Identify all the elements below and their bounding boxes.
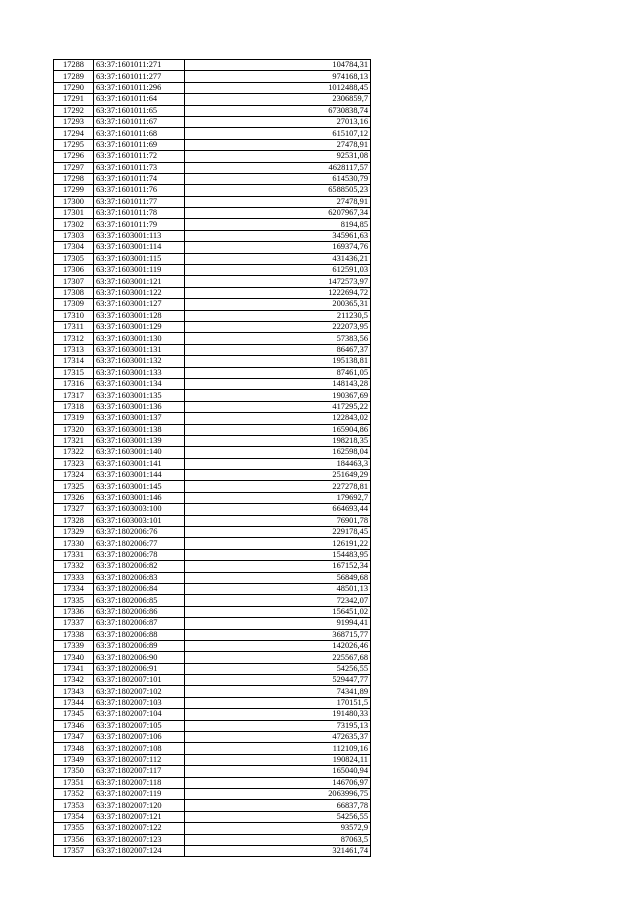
row-number-cell: 17322 (54, 447, 94, 458)
cadastral-number-cell: 63:37:1802007:118 (94, 777, 185, 788)
cadastral-value-cell: 1222694,72 (185, 287, 371, 298)
cadastral-value-cell: 27478,91 (185, 196, 371, 207)
row-number-cell: 17312 (54, 333, 94, 344)
row-number-cell: 17330 (54, 538, 94, 549)
cadastral-value-cell: 156451,02 (185, 606, 371, 617)
cadastral-number-cell: 63:37:1802007:119 (94, 789, 185, 800)
cadastral-number-cell: 63:37:1802006:85 (94, 595, 185, 606)
cadastral-number-cell: 63:37:1603001:134 (94, 378, 185, 389)
table-row (54, 481, 371, 492)
cadastral-value-cell: 146706,97 (185, 777, 371, 788)
cadastral-number-cell: 63:37:1802006:91 (94, 663, 185, 674)
cadastral-value-cell: 431436,21 (185, 253, 371, 264)
table-row (54, 527, 371, 538)
cadastral-number-cell: 63:37:1601011:79 (94, 219, 185, 230)
cadastral-value-cell: 148143,28 (185, 378, 371, 389)
cadastral-number-cell: 63:37:1601011:78 (94, 208, 185, 219)
table-row (54, 60, 371, 71)
cadastral-value-cell: 86467,37 (185, 344, 371, 355)
cadastral-value-cell: 190367,69 (185, 390, 371, 401)
row-number-cell: 17299 (54, 185, 94, 196)
data-sheet (53, 59, 371, 857)
cadastral-number-cell: 63:37:1802006:88 (94, 629, 185, 640)
cadastral-value-cell: 57383,56 (185, 333, 371, 344)
cadastral-value-cell: 66837,78 (185, 800, 371, 811)
table-row (54, 492, 371, 503)
cadastral-value-cell: 76901,78 (185, 515, 371, 526)
row-number-cell: 17349 (54, 754, 94, 765)
row-number-cell: 17335 (54, 595, 94, 606)
row-number-cell: 17350 (54, 766, 94, 777)
row-number-cell: 17311 (54, 321, 94, 332)
table-row (54, 618, 371, 629)
table-row (54, 823, 371, 834)
table-row (54, 287, 371, 298)
cadastral-number-cell: 63:37:1603001:135 (94, 390, 185, 401)
table-row (54, 754, 371, 765)
row-number-cell: 17332 (54, 561, 94, 572)
row-number-cell: 17307 (54, 276, 94, 287)
table-row (54, 162, 371, 173)
table-row (54, 105, 371, 116)
cadastral-value-cell: 27478,91 (185, 139, 371, 150)
table-row (54, 82, 371, 93)
table-row (54, 470, 371, 481)
table-row (54, 378, 371, 389)
cadastral-number-cell: 63:37:1802006:86 (94, 606, 185, 617)
cadastral-number-cell: 63:37:1603001:145 (94, 481, 185, 492)
cadastral-number-cell: 63:37:1603001:136 (94, 401, 185, 412)
cadastral-number-cell: 63:37:1603001:141 (94, 458, 185, 469)
row-number-cell: 17320 (54, 424, 94, 435)
table-row (54, 173, 371, 184)
row-number-cell: 17296 (54, 151, 94, 162)
row-number-cell: 17302 (54, 219, 94, 230)
cadastral-value-cell: 227278,81 (185, 481, 371, 492)
row-number-cell: 17336 (54, 606, 94, 617)
table-row (54, 447, 371, 458)
cadastral-value-cell: 2063996,75 (185, 789, 371, 800)
row-number-cell: 17329 (54, 527, 94, 538)
table-row (54, 743, 371, 754)
table-row (54, 834, 371, 845)
table-row (54, 845, 371, 856)
table-row (54, 208, 371, 219)
table-row (54, 276, 371, 287)
row-number-cell: 17306 (54, 265, 94, 276)
row-number-cell: 17357 (54, 845, 94, 856)
row-number-cell: 17348 (54, 743, 94, 754)
table-row (54, 595, 371, 606)
table-row (54, 777, 371, 788)
table-row (54, 675, 371, 686)
cadastral-number-cell: 63:37:1603001:119 (94, 265, 185, 276)
cadastral-number-cell: 63:37:1802007:105 (94, 720, 185, 731)
cadastral-number-cell: 63:37:1802006:82 (94, 561, 185, 572)
cadastral-value-cell: 87461,05 (185, 367, 371, 378)
cadastral-number-cell: 63:37:1802007:104 (94, 709, 185, 720)
row-number-cell: 17304 (54, 242, 94, 253)
row-number-cell: 17300 (54, 196, 94, 207)
row-number-cell: 17355 (54, 823, 94, 834)
table-row (54, 401, 371, 412)
cadastral-number-cell: 63:37:1601011:76 (94, 185, 185, 196)
table-row (54, 766, 371, 777)
cadastral-number-cell: 63:37:1603001:113 (94, 230, 185, 241)
cadastral-number-cell: 63:37:1603001:115 (94, 253, 185, 264)
cadastral-number-cell: 63:37:1603001:121 (94, 276, 185, 287)
table-row (54, 242, 371, 253)
cadastral-value-cell: 179692,7 (185, 492, 371, 503)
cadastral-number-cell: 63:37:1802006:76 (94, 527, 185, 538)
table-row (54, 390, 371, 401)
cadastral-number-cell: 63:37:1802007:101 (94, 675, 185, 686)
table-row (54, 367, 371, 378)
table-row (54, 230, 371, 241)
cadastral-number-cell: 63:37:1802007:122 (94, 823, 185, 834)
cadastral-number-cell: 63:37:1601011:77 (94, 196, 185, 207)
row-number-cell: 17346 (54, 720, 94, 731)
cadastral-number-cell: 63:37:1603003:101 (94, 515, 185, 526)
cadastral-value-cell: 614530,79 (185, 173, 371, 184)
table-row (54, 811, 371, 822)
row-number-cell: 17318 (54, 401, 94, 412)
cadastral-value-cell: 167152,34 (185, 561, 371, 572)
table-row (54, 435, 371, 446)
row-number-cell: 17303 (54, 230, 94, 241)
table-row (54, 128, 371, 139)
row-number-cell: 17317 (54, 390, 94, 401)
table-row (54, 515, 371, 526)
cadastral-value-cell: 615107,12 (185, 128, 371, 139)
cadastral-number-cell: 63:37:1603001:129 (94, 321, 185, 332)
table-row (54, 709, 371, 720)
row-number-cell: 17305 (54, 253, 94, 264)
table-row (54, 583, 371, 594)
row-number-cell: 17344 (54, 697, 94, 708)
row-number-cell: 17288 (54, 60, 94, 71)
cadastral-value-cell: 122843,02 (185, 413, 371, 424)
row-number-cell: 17297 (54, 162, 94, 173)
cadastral-value-cell: 184463,3 (185, 458, 371, 469)
row-number-cell: 17308 (54, 287, 94, 298)
row-number-cell: 17347 (54, 732, 94, 743)
cadastral-number-cell: 63:37:1603001:131 (94, 344, 185, 355)
cadastral-number-cell: 63:37:1802007:123 (94, 834, 185, 845)
cadastral-value-cell: 211230,5 (185, 310, 371, 321)
cadastral-number-cell: 63:37:1603001:127 (94, 299, 185, 310)
row-number-cell: 17343 (54, 686, 94, 697)
table-row (54, 697, 371, 708)
cadastral-number-cell: 63:37:1802007:117 (94, 766, 185, 777)
cadastral-value-cell: 1472573,97 (185, 276, 371, 287)
cadastral-value-cell: 165040,94 (185, 766, 371, 777)
table-row (54, 253, 371, 264)
cadastral-value-table (53, 59, 371, 857)
row-number-cell: 17337 (54, 618, 94, 629)
table-row (54, 139, 371, 150)
cadastral-value-cell: 200365,31 (185, 299, 371, 310)
cadastral-number-cell: 63:37:1802006:83 (94, 572, 185, 583)
table-row (54, 219, 371, 230)
cadastral-value-cell: 73195,13 (185, 720, 371, 731)
row-number-cell: 17290 (54, 82, 94, 93)
table-row (54, 800, 371, 811)
row-number-cell: 17341 (54, 663, 94, 674)
table-row (54, 265, 371, 276)
row-number-cell: 17293 (54, 116, 94, 127)
cadastral-number-cell: 63:37:1601011:64 (94, 94, 185, 105)
row-number-cell: 17339 (54, 640, 94, 651)
cadastral-number-cell: 63:37:1802006:77 (94, 538, 185, 549)
row-number-cell: 17326 (54, 492, 94, 503)
cadastral-value-cell: 251649,29 (185, 470, 371, 481)
cadastral-number-cell: 63:37:1603001:139 (94, 435, 185, 446)
row-number-cell: 17345 (54, 709, 94, 720)
cadastral-number-cell: 63:37:1603001:122 (94, 287, 185, 298)
cadastral-value-cell: 54256,55 (185, 811, 371, 822)
table-row (54, 629, 371, 640)
table-row (54, 116, 371, 127)
row-number-cell: 17315 (54, 367, 94, 378)
table-row (54, 561, 371, 572)
cadastral-value-cell: 104784,31 (185, 60, 371, 71)
row-number-cell: 17354 (54, 811, 94, 822)
cadastral-value-cell: 2306859,7 (185, 94, 371, 105)
cadastral-number-cell: 63:37:1802007:120 (94, 800, 185, 811)
table-row (54, 458, 371, 469)
table-row (54, 606, 371, 617)
cadastral-number-cell: 63:37:1802007:112 (94, 754, 185, 765)
cadastral-value-cell: 165904,86 (185, 424, 371, 435)
row-number-cell: 17353 (54, 800, 94, 811)
row-number-cell: 17316 (54, 378, 94, 389)
cadastral-number-cell: 63:37:1802007:121 (94, 811, 185, 822)
row-number-cell: 17294 (54, 128, 94, 139)
table-row (54, 151, 371, 162)
cadastral-number-cell: 63:37:1603001:144 (94, 470, 185, 481)
table-row (54, 549, 371, 560)
cadastral-value-cell: 191480,33 (185, 709, 371, 720)
cadastral-number-cell: 63:37:1601011:65 (94, 105, 185, 116)
table-row (54, 71, 371, 82)
cadastral-number-cell: 63:37:1603001:114 (94, 242, 185, 253)
cadastral-value-cell: 195138,81 (185, 356, 371, 367)
cadastral-value-cell: 8194,85 (185, 219, 371, 230)
cadastral-value-cell: 6588505,23 (185, 185, 371, 196)
row-number-cell: 17325 (54, 481, 94, 492)
cadastral-number-cell: 63:37:1802006:87 (94, 618, 185, 629)
cadastral-value-cell: 417295,22 (185, 401, 371, 412)
cadastral-value-cell: 91994,41 (185, 618, 371, 629)
row-number-cell: 17309 (54, 299, 94, 310)
row-number-cell: 17340 (54, 652, 94, 663)
table-body (54, 60, 371, 857)
cadastral-value-cell: 54256,55 (185, 663, 371, 674)
cadastral-number-cell: 63:37:1601011:69 (94, 139, 185, 150)
cadastral-number-cell: 63:37:1802006:78 (94, 549, 185, 560)
cadastral-value-cell: 142026,46 (185, 640, 371, 651)
table-row (54, 504, 371, 515)
cadastral-number-cell: 63:37:1603001:132 (94, 356, 185, 367)
cadastral-number-cell: 63:37:1603001:130 (94, 333, 185, 344)
row-number-cell: 17319 (54, 413, 94, 424)
cadastral-value-cell: 974168,13 (185, 71, 371, 82)
table-row (54, 185, 371, 196)
table-row (54, 94, 371, 105)
row-number-cell: 17289 (54, 71, 94, 82)
cadastral-number-cell: 63:37:1603003:100 (94, 504, 185, 515)
cadastral-number-cell: 63:37:1601011:296 (94, 82, 185, 93)
cadastral-number-cell: 63:37:1601011:277 (94, 71, 185, 82)
cadastral-number-cell: 63:37:1802006:84 (94, 583, 185, 594)
cadastral-value-cell: 225567,68 (185, 652, 371, 663)
cadastral-value-cell: 154483,95 (185, 549, 371, 560)
table-row (54, 720, 371, 731)
table-row (54, 789, 371, 800)
cadastral-value-cell: 222073,95 (185, 321, 371, 332)
row-number-cell: 17324 (54, 470, 94, 481)
row-number-cell: 17352 (54, 789, 94, 800)
cadastral-value-cell: 321461,74 (185, 845, 371, 856)
cadastral-value-cell: 4628117,57 (185, 162, 371, 173)
cadastral-value-cell: 162598,04 (185, 447, 371, 458)
cadastral-number-cell: 63:37:1802006:90 (94, 652, 185, 663)
cadastral-value-cell: 56849,68 (185, 572, 371, 583)
cadastral-number-cell: 63:37:1802007:108 (94, 743, 185, 754)
cadastral-number-cell: 63:37:1603001:137 (94, 413, 185, 424)
cadastral-value-cell: 6730838,74 (185, 105, 371, 116)
table-row (54, 424, 371, 435)
cadastral-value-cell: 472635,37 (185, 732, 371, 743)
cadastral-value-cell: 170151,5 (185, 697, 371, 708)
row-number-cell: 17334 (54, 583, 94, 594)
cadastral-number-cell: 63:37:1802007:106 (94, 732, 185, 743)
row-number-cell: 17351 (54, 777, 94, 788)
cadastral-value-cell: 112109,16 (185, 743, 371, 754)
table-row (54, 196, 371, 207)
row-number-cell: 17331 (54, 549, 94, 560)
cadastral-value-cell: 612591,03 (185, 265, 371, 276)
cadastral-value-cell: 72342,07 (185, 595, 371, 606)
cadastral-value-cell: 92531,08 (185, 151, 371, 162)
cadastral-value-cell: 664693,44 (185, 504, 371, 515)
cadastral-value-cell: 529447,77 (185, 675, 371, 686)
row-number-cell: 17313 (54, 344, 94, 355)
cadastral-value-cell: 27013,16 (185, 116, 371, 127)
cadastral-number-cell: 63:37:1603001:140 (94, 447, 185, 458)
cadastral-value-cell: 48501,13 (185, 583, 371, 594)
cadastral-number-cell: 63:37:1601011:271 (94, 60, 185, 71)
cadastral-number-cell: 63:37:1601011:67 (94, 116, 185, 127)
table-row (54, 413, 371, 424)
cadastral-value-cell: 368715,77 (185, 629, 371, 640)
cadastral-value-cell: 229178,45 (185, 527, 371, 538)
cadastral-number-cell: 63:37:1802007:102 (94, 686, 185, 697)
table-row (54, 333, 371, 344)
cadastral-value-cell: 169374,76 (185, 242, 371, 253)
table-row (54, 640, 371, 651)
cadastral-value-cell: 93572,9 (185, 823, 371, 834)
cadastral-number-cell: 63:37:1802007:103 (94, 697, 185, 708)
cadastral-value-cell: 190824,11 (185, 754, 371, 765)
cadastral-value-cell: 1012488,45 (185, 82, 371, 93)
cadastral-value-cell: 87063,5 (185, 834, 371, 845)
table-row (54, 663, 371, 674)
table-row (54, 321, 371, 332)
cadastral-value-cell: 74341,89 (185, 686, 371, 697)
row-number-cell: 17323 (54, 458, 94, 469)
row-number-cell: 17338 (54, 629, 94, 640)
cadastral-number-cell: 63:37:1603001:146 (94, 492, 185, 503)
table-row (54, 652, 371, 663)
cadastral-value-cell: 126191,22 (185, 538, 371, 549)
table-row (54, 572, 371, 583)
table-row (54, 732, 371, 743)
row-number-cell: 17333 (54, 572, 94, 583)
table-row (54, 356, 371, 367)
cadastral-number-cell: 63:37:1601011:74 (94, 173, 185, 184)
cadastral-number-cell: 63:37:1601011:68 (94, 128, 185, 139)
row-number-cell: 17301 (54, 208, 94, 219)
row-number-cell: 17327 (54, 504, 94, 515)
row-number-cell: 17295 (54, 139, 94, 150)
table-row (54, 310, 371, 321)
row-number-cell: 17298 (54, 173, 94, 184)
cadastral-number-cell: 63:37:1603001:138 (94, 424, 185, 435)
row-number-cell: 17291 (54, 94, 94, 105)
row-number-cell: 17321 (54, 435, 94, 446)
cadastral-number-cell: 63:37:1802006:89 (94, 640, 185, 651)
cadastral-number-cell: 63:37:1603001:128 (94, 310, 185, 321)
table-row (54, 344, 371, 355)
row-number-cell: 17328 (54, 515, 94, 526)
row-number-cell: 17314 (54, 356, 94, 367)
table-row (54, 686, 371, 697)
cadastral-value-cell: 6207967,34 (185, 208, 371, 219)
row-number-cell: 17292 (54, 105, 94, 116)
row-number-cell: 17356 (54, 834, 94, 845)
table-row (54, 299, 371, 310)
table-row (54, 538, 371, 549)
cadastral-number-cell: 63:37:1601011:73 (94, 162, 185, 173)
cadastral-number-cell: 63:37:1802007:124 (94, 845, 185, 856)
cadastral-number-cell: 63:37:1601011:72 (94, 151, 185, 162)
cadastral-number-cell: 63:37:1603001:133 (94, 367, 185, 378)
row-number-cell: 17310 (54, 310, 94, 321)
cadastral-value-cell: 345961,63 (185, 230, 371, 241)
row-number-cell: 17342 (54, 675, 94, 686)
cadastral-value-cell: 198218,35 (185, 435, 371, 446)
